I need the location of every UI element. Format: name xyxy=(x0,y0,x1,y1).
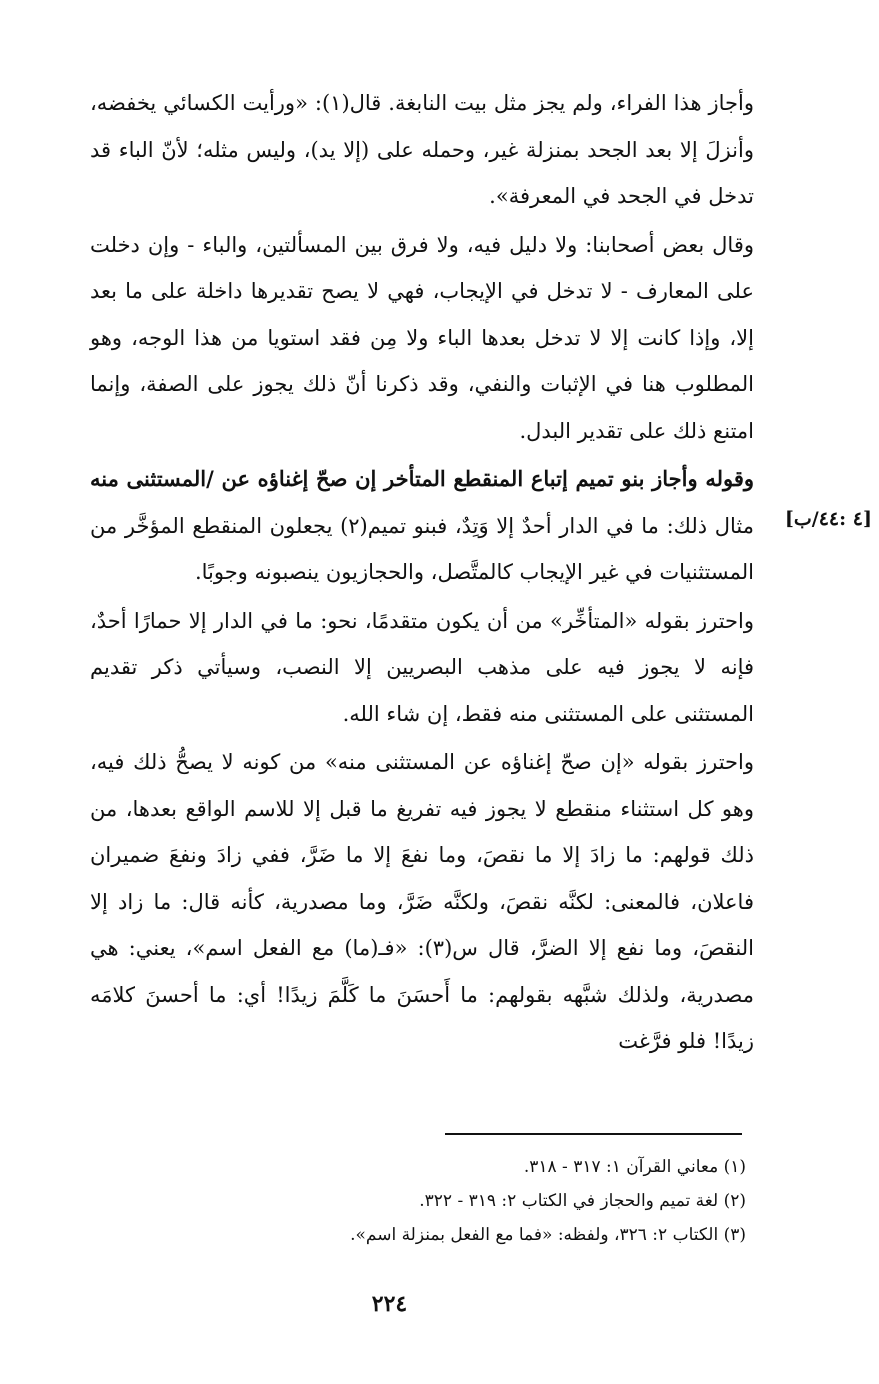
paragraph-4 xyxy=(90,598,754,738)
footnote-2: (٢) لغة تميم والحجاز في الكتاب ٢: ٣١٩ - ٣٢٢. xyxy=(419,1191,746,1211)
paragraph-3 xyxy=(90,456,754,596)
paragraph-1 xyxy=(90,80,754,220)
paragraph-3-bold-lead: وقوله وأجاز بنو تميم إتباع المنقطع المتأخر إن صحّ إغناؤه عن /المستثنى منه xyxy=(90,466,754,491)
paragraph-1-text: وأجاز هذا الفراء، ولم يجز مثل بيت النابغة. قال(١): «ورأيت الكسائي يخفضه، وأنزلَ إلا بعد الجحد بمنزلة غير، وحمله على (إلا يد)، وليس مثله؛ لأنّ الباء قد تدخل في الجحد في المعرفة». xyxy=(90,91,754,208)
paragraph-2-text: وقال بعض أصحابنا: ولا دليل فيه، ولا فرق بين المسألتين، والباء - وإن دخلت على المعارف - لا تدخل في الإيجاب، فهي لا يصح تقديرها داخلة على ما بعد إلا، وإذا كانت إلا لا تدخل بعدها الباء ولا مِن فقد استويا من هذا الوجه، وهو المطلوب هنا في الإثبات والنفي، وقد ذكرنا أنّ ذلك يجوز على الصفة، وإنما امتنع ذلك على تقدير البدل. xyxy=(90,232,754,443)
paragraph-5-text: واحترز بقوله «إن صحّ إغناؤه عن المستثنى منه» من كونه لا يصحُّ ذلك فيه، وهو كل استثناء منقطع لا يجوز فيه تفريغ ما قبل إلا للاسم الواقع بعدها، من ذلك قولهم: ما زادَ إلا ما نقصَ، وما نفعَ إلا ما ضَرَّ، ففي زادَ ونفعَ ضميران فاعلان، فالمعنى: لكنَّه نقصَ، ولكنَّه ضَرَّ، وما مصدرية، كأنه قال: ما زاد إلا النقصَ، وما نفع إلا الضرَّ، قال س(٣): «فـ(ما) مع الفعل اسم»، يعني: هي مصدرية، ولذلك شبَّهه بقولهم: ما أَحسَنَ ما كَلَّمَ زيدًا! أي: ما أحسنَ كلامَه زيدًا! فلو فرَّغت xyxy=(90,750,754,1053)
footnotes xyxy=(250,1150,746,1252)
page-number: ٢٢٤ xyxy=(371,1291,408,1317)
footnote-separator xyxy=(445,1133,742,1135)
main-text xyxy=(90,80,754,1065)
manuscript-folio-reference: [٤ :٤٤/ب] xyxy=(784,508,872,530)
paragraph-4-text: واحترز بقوله «المتأخِّر» من أن يكون متقدمًا، نحو: ما في الدار إلا حمارًا أحدٌ، فإنه لا يجوز فيه على مذهب البصريين إلا النصب، وسيأتي ذكر تقديم المستثنى على المستثنى منه فقط، إن شاء الله. xyxy=(90,608,754,726)
paragraph-2 xyxy=(90,222,754,455)
paragraph-5 xyxy=(90,739,754,1065)
footnote-1: (١) معاني القرآن ١: ٣١٧ - ٣١٨. xyxy=(523,1157,746,1177)
paragraph-3-text: مثال ذلك: ما في الدار أحدٌ إلا وَتِدٌ، فبنو تميم(٢) يجعلون المنقطع المؤخَّر من المستثنيات في غير الإيجاب كالمتَّصل، والحجازيون ينصبونه وجوبًا. xyxy=(90,513,754,584)
footnote-3: (٣) الكتاب ٢: ٣٢٦، ولفظه: «فما مع الفعل بمنزلة اسم». xyxy=(350,1225,746,1245)
